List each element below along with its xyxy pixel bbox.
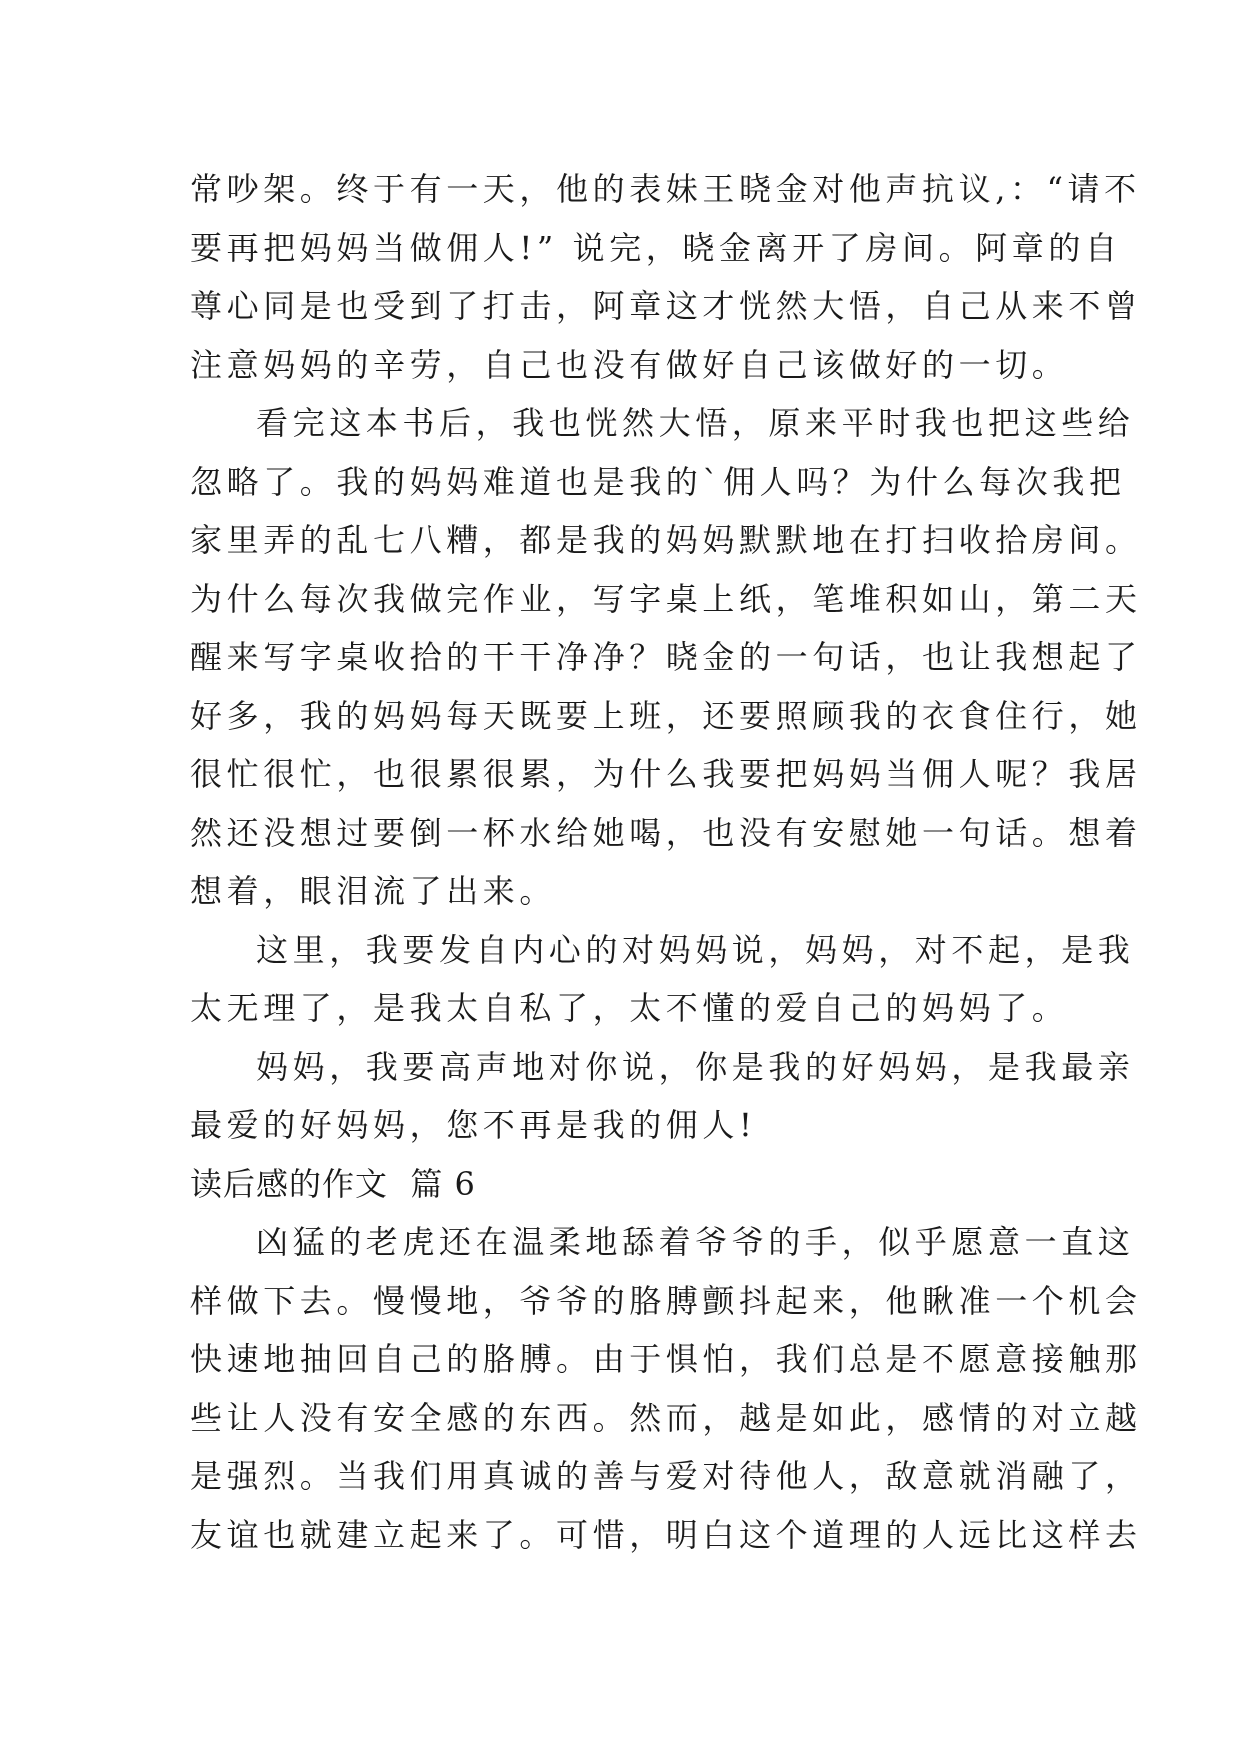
text-line: 要再把妈妈当做佣人!” 说完，晓金离开了房间。阿章的自: [190, 228, 1122, 267]
text-line: 想着，眼泪流了出来。: [190, 872, 557, 910]
text-line: 为什么每次我做完作业，写字桌上纸，笔堆积如山，第二天: [190, 579, 1142, 618]
section-heading: 读后感的作文 篇 6: [190, 1164, 476, 1203]
text-line: 是强烈。当我们用真诚的善与爱对待他人，敌意就消融了，: [190, 1457, 1142, 1495]
paragraph-first-line: 这里，我要发自内心的对妈妈说，妈妈，对不起，是我: [256, 930, 1135, 969]
text-line: 好多，我的妈妈每天既要上班，还要照顾我的衣食住行，她: [190, 696, 1142, 735]
text-line: 最爱的好妈妈，您不再是我的佣人!: [190, 1106, 757, 1144]
text-line: 常吵架。终于有一天，他的表妹王晓金对他声抗议,：“请不: [190, 170, 1141, 208]
text-line: 尊心同是也受到了打击，阿章这才恍然大悟，自己从来不曾: [190, 287, 1142, 325]
text-line: 友谊也就建立起来了。可惜，明白这个道理的人远比这样去: [190, 1515, 1142, 1554]
text-line: 注意妈妈的辛劳，自己也没有做好自己该做好的一切。: [190, 345, 1069, 384]
paragraph-first-line: 妈妈，我要高声地对你说，你是我的好妈妈，是我最亲: [256, 1047, 1135, 1086]
text-line: 醒来写字桌收拾的干干净净？晓金的一句话，也让我想起了: [190, 638, 1142, 676]
text-line: 快速地抽回自己的胳膊。由于惧怕，我们总是不愿意接触那: [190, 1340, 1142, 1378]
text-line: 然还没想过要倒一杯水给她喝，也没有安慰她一句话。想着: [190, 813, 1142, 852]
text-line: 样做下去。慢慢地，爷爷的胳膊颤抖起来，他瞅准一个机会: [190, 1281, 1142, 1320]
text-line: 些让人没有安全感的东西。然而，越是如此，感情的对立越: [190, 1398, 1142, 1437]
text-line: 忽略了。我的妈妈难道也是我的`佣人吗？为什么每次我把: [190, 462, 1126, 501]
text-line: 家里弄的乱七八糟，都是我的妈妈默默地在打扫收拾房间。: [190, 521, 1142, 559]
paragraph-first-line: 看完这本书后，我也恍然大悟，原来平时我也把这些给: [256, 404, 1135, 442]
document-page: [190, 160, 1142, 1564]
text-line: 太无理了，是我太自私了，太不懂的爱自己的妈妈了。: [190, 989, 1069, 1027]
paragraph-first-line: 凶猛的老虎还在温柔地舔着爷爷的手，似乎愿意一直这: [256, 1223, 1135, 1261]
text-line: 很忙很忙，也很累很累，为什么我要把妈妈当佣人呢？我居: [190, 755, 1142, 793]
